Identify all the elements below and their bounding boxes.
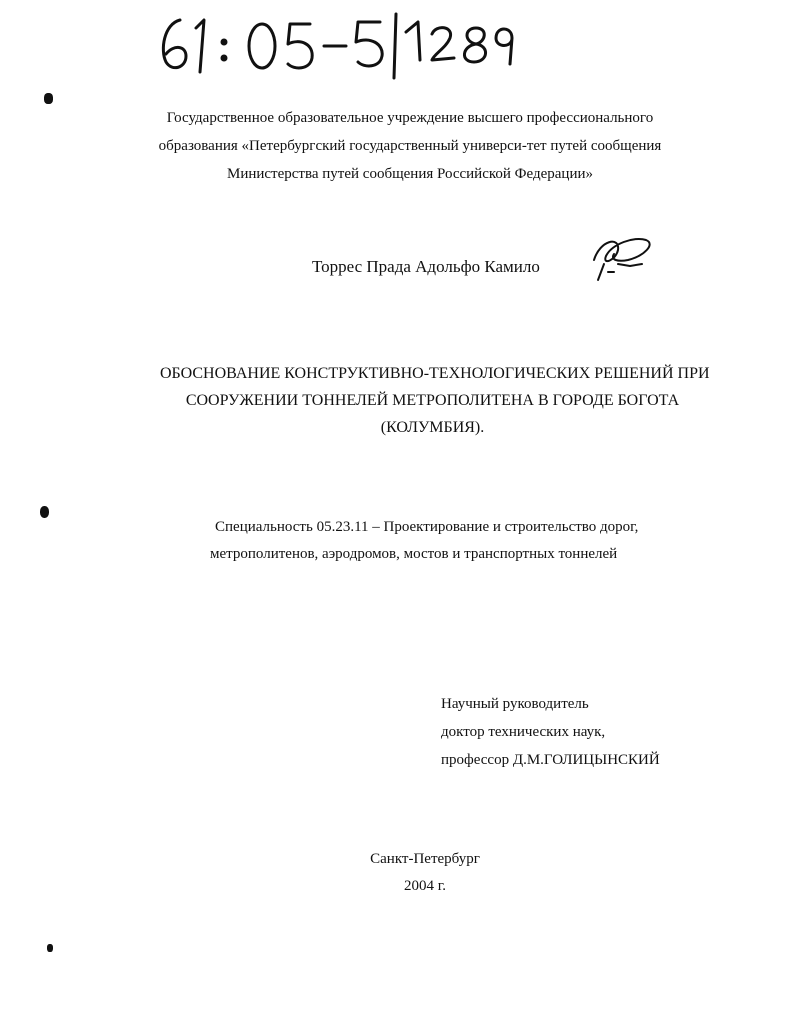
thesis-title (160, 360, 710, 441)
institution-line: Министерства путей сообщения Российской Федерации» (226, 166, 594, 182)
place-and-year (300, 846, 550, 900)
scan-speck (44, 93, 53, 104)
institution-line: Государственное образовательное учреждение высшего профессионального (166, 110, 654, 126)
advisor-block (441, 690, 660, 774)
advisor-line: Научный руководитель (441, 696, 589, 712)
thesis-title-line: ОБОСНОВАНИЕ КОНСТРУКТИВНО-ТЕХНОЛОГИЧЕСКИХ РЕШЕНИЙ ПРИ (160, 365, 710, 382)
advisor-line: профессор Д.М.ГОЛИЦЫНСКИЙ (441, 752, 660, 768)
author-name: Торрес Прада Адольфо Камило (312, 257, 540, 276)
thesis-title-line: (КОЛУМБИЯ). (380, 419, 485, 436)
scan-speck (40, 506, 49, 518)
specialty-line: метрополитенов, аэродромов, мостов и транспортных тоннелей (210, 546, 618, 562)
city: Санкт-Петербург (370, 851, 480, 867)
institution-header (150, 104, 670, 188)
thesis-title-line: СООРУЖЕНИИ ТОННЕЛЕЙ МЕТРОПОЛИТЕНА В ГОРОДЕ БОГОТА (185, 392, 680, 409)
specialty-line: Специальность 05.23.11 – Проектирование и строительство дорог, (215, 519, 639, 535)
advisor-line: доктор технических наук, (441, 724, 606, 740)
scan-speck (47, 944, 53, 952)
year: 2004 г. (404, 878, 446, 894)
specialty-block (210, 514, 680, 568)
institution-line: образования «Петербургский государственный универси-тет путей сообщения (158, 138, 662, 154)
signature-icon (584, 230, 658, 284)
handwritten-archive-number (150, 6, 530, 80)
